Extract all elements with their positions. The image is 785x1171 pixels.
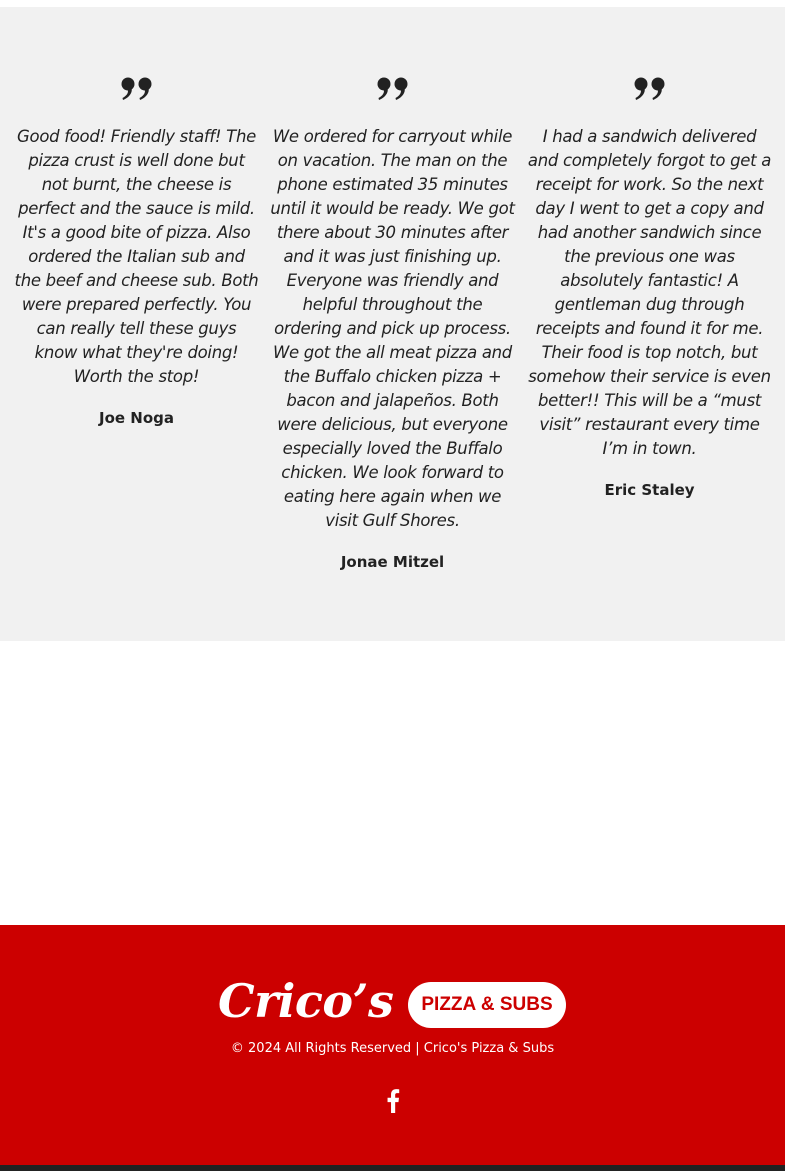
quote-icon (634, 77, 666, 105)
testimonial-quote: Good food! Friendly staff! The pizza crust is well done but not burnt, the cheese is perfect and the sauce is mild. It's a good bite of pizza. Also ordered the Italian sub and the beef and cheese sub. Both were prepared perfectly. You can really tell these guys know what they're doing! Worth the stop! (14, 127, 259, 386)
testimonial-author: Joe Noga (99, 409, 174, 427)
logo-badge: PIZZA & SUBS (408, 982, 566, 1028)
testimonial-author: Jonae Mitzel (340, 553, 445, 571)
testimonials-section (0, 7, 785, 641)
quote-icon (377, 77, 409, 105)
testimonial-author: Eric Staley (604, 481, 695, 499)
facebook-icon[interactable] (384, 1089, 402, 1113)
testimonial-card (527, 7, 772, 499)
footer-logo[interactable] (218, 974, 568, 1031)
testimonial-quote: I had a sandwich delivered and completely forgot to get a receipt for work. So the next day I went to get a copy and had another sandwich since the previous one was absolutely fantastic! A gentleman dug through receipts and found it for me. Their food is top notch, but somehow their service is even better!! This will be a “must visit” restaurant every time I’m in town. (527, 127, 772, 458)
footer-bottom-bar (0, 1165, 785, 1171)
quote-icon (121, 77, 153, 105)
testimonial-card (270, 7, 515, 571)
testimonial-quote: We ordered for carryout while on vacation. The man on the phone estimated 35 minutes until it would be ready. We got there about 30 minutes after and it was just finishing up. Everyone was friendly and helpful throughout the ordering and pick up process. We got the all meat pizza and the Buffalo chicken pizza + bacon and jalapeños. Both were delicious, but everyone especially loved the Buffalo chicken. We look forward to eating here again when we visit Gulf Shores. (270, 127, 515, 530)
logo-wordmark: Crico’s (218, 974, 394, 1028)
testimonial-card (14, 7, 259, 427)
copyright-text: © 2024 All Rights Reserved | Crico's Pizza & Subs (230, 1041, 555, 1056)
site-footer (0, 925, 785, 1165)
